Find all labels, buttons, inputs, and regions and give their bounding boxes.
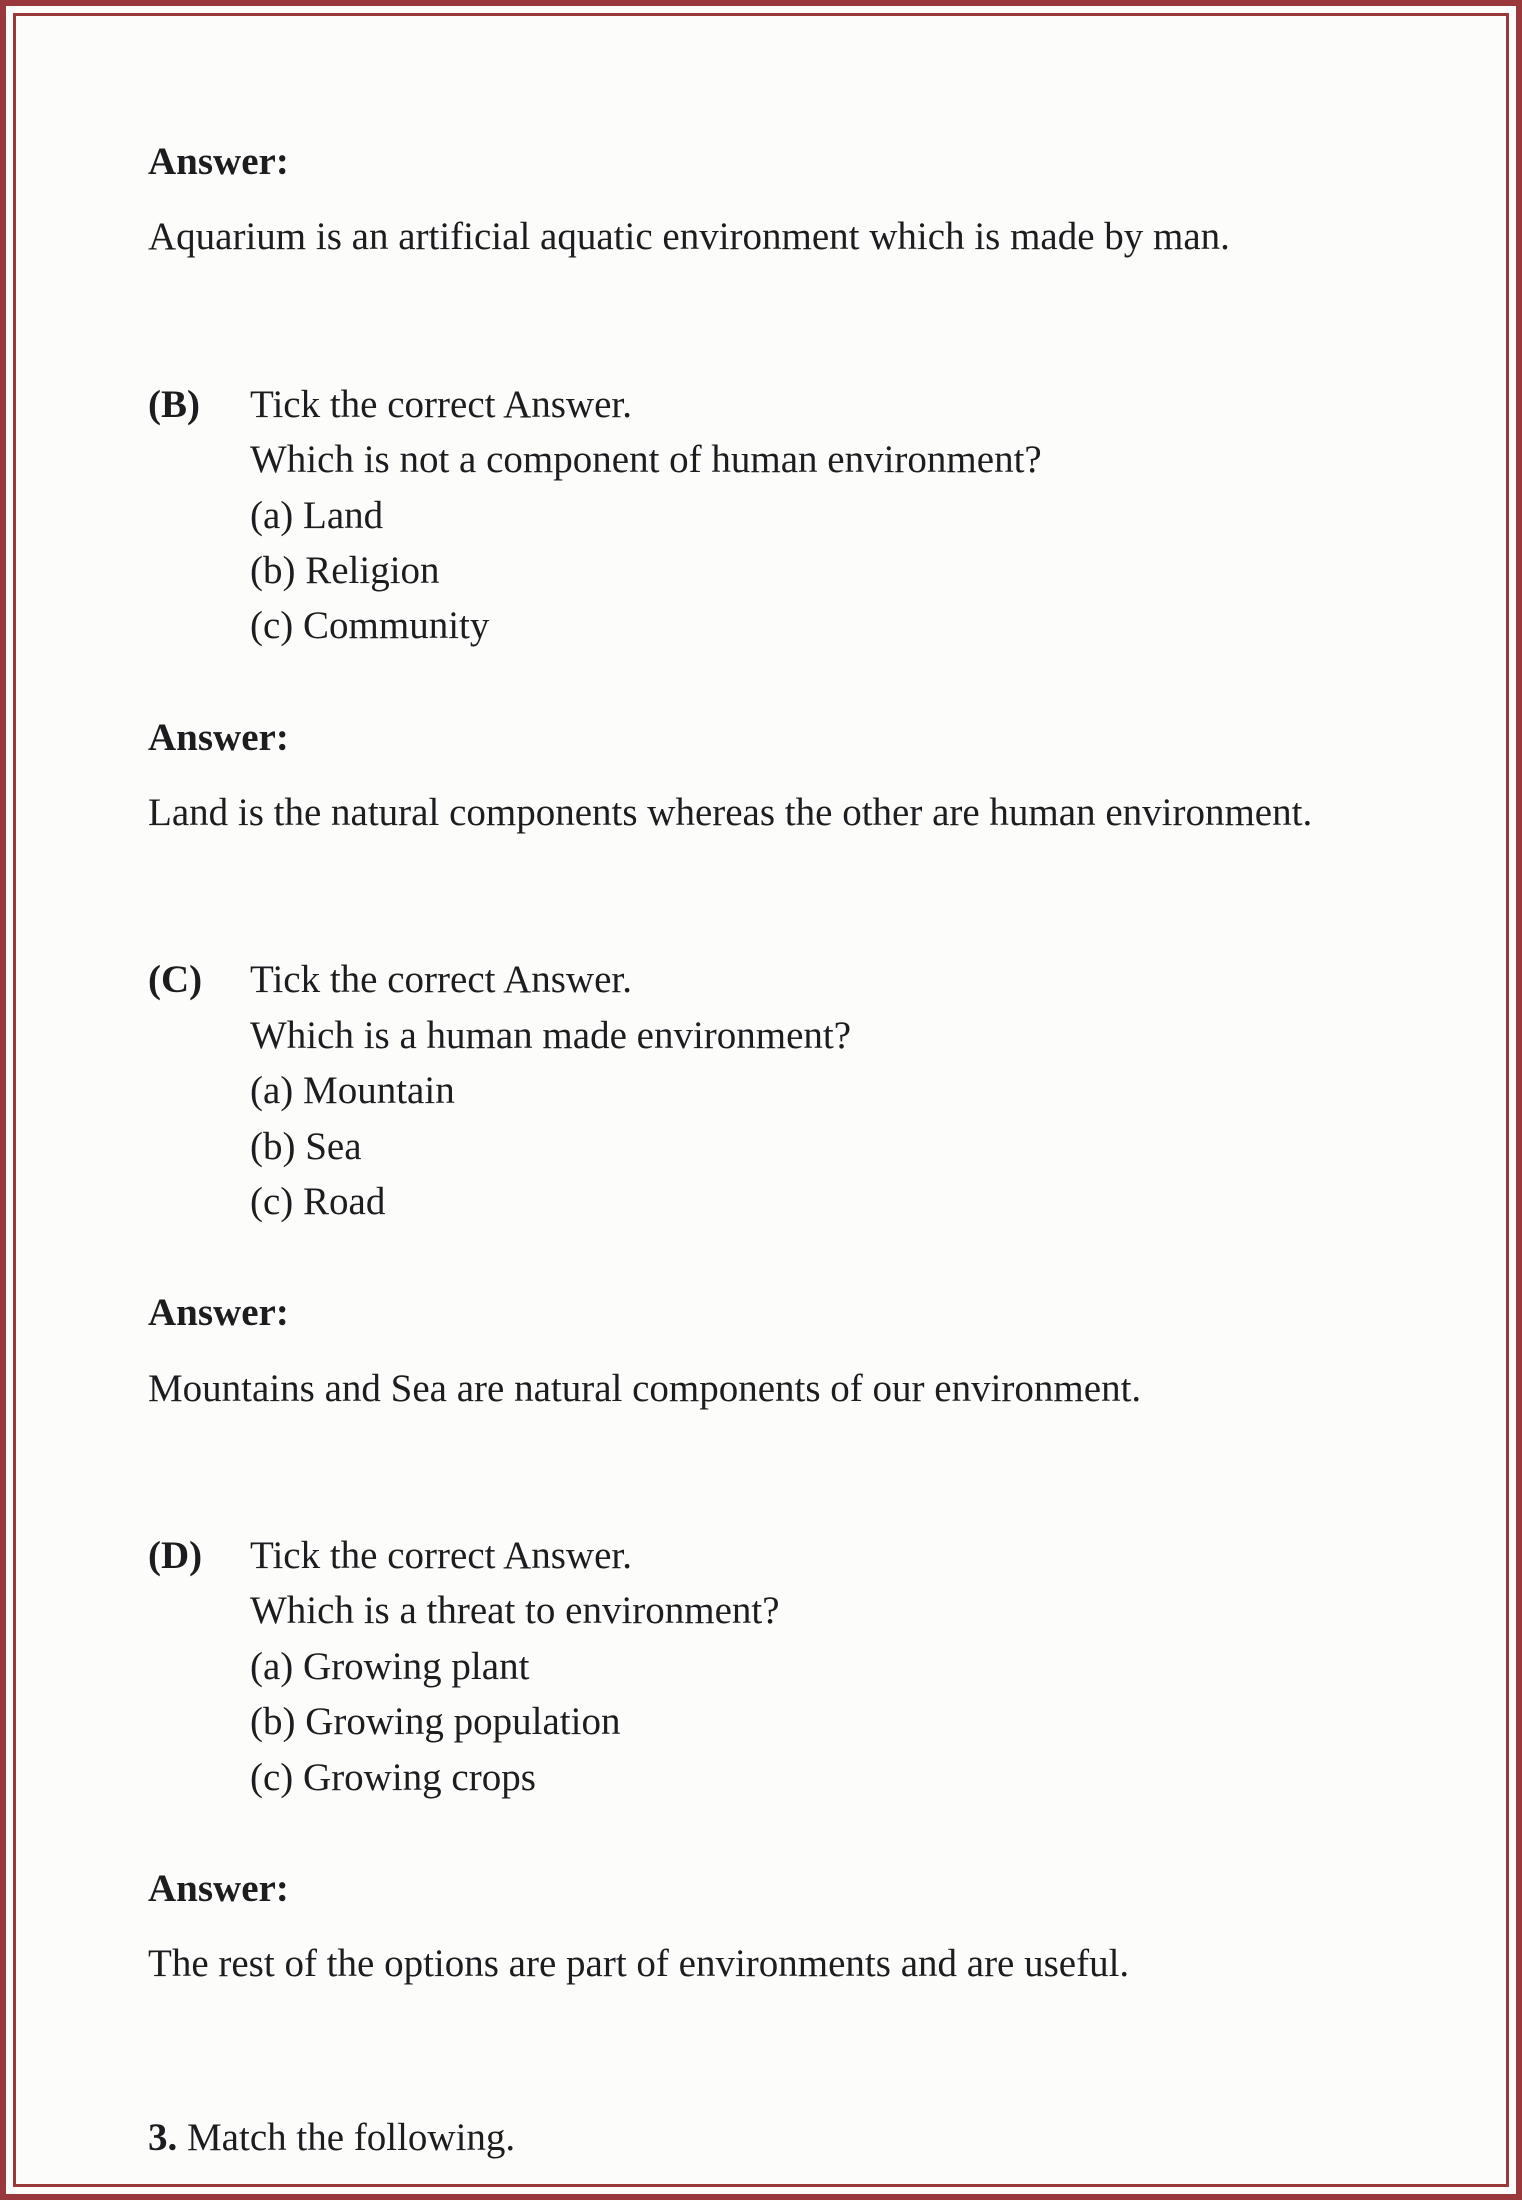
- question-text: Which is not a component of human environment?: [250, 438, 1042, 482]
- answer-text: Aquarium is an artificial aquatic environment which is made by man.: [148, 215, 1230, 259]
- option-item: (c) Road: [250, 1179, 386, 1223]
- option-item: (a) Growing plant: [250, 1644, 530, 1688]
- page-content: [16, 16, 1506, 2165]
- question-content: [250, 377, 1380, 654]
- question-instruction: Tick the correct Answer.: [250, 1534, 632, 1577]
- question-content: [250, 952, 1380, 1229]
- answer-heading: Answer:: [148, 1291, 289, 1335]
- option-item: (b) Religion: [250, 548, 440, 592]
- question-text: Which is a threat to environment?: [250, 1589, 780, 1633]
- answer-text: Land is the natural components whereas the other are human environment.: [148, 791, 1313, 834]
- option-item: (a) Land: [250, 493, 384, 537]
- option-item: (c) Community: [250, 604, 490, 648]
- answer-text: Mountains and Sea are natural components of our environment.: [148, 1366, 1142, 1410]
- option-item: (b) Growing population: [250, 1700, 621, 1744]
- question-instruction: Tick the correct Answer.: [250, 382, 632, 426]
- question-block-d: [148, 1528, 1380, 1805]
- question-label: (C): [148, 958, 203, 1002]
- next-question-text: Match the following.: [177, 2115, 516, 2159]
- question-block-b: [148, 377, 1380, 654]
- option-item: (b) Sea: [250, 1124, 362, 1168]
- next-question-number: 3.: [148, 2115, 178, 2159]
- question-label: (B): [148, 382, 200, 426]
- answer-text: The rest of the options are part of environments and are useful.: [148, 1942, 1130, 1986]
- option-item: (a) Mountain: [250, 1069, 455, 1113]
- page-inner-border: [13, 13, 1509, 2187]
- question-block-c: [148, 952, 1380, 1229]
- answer-heading: Answer:: [148, 1866, 289, 1910]
- question-text: Which is a human made environment?: [250, 1013, 852, 1057]
- question-label: (D): [148, 1534, 203, 1577]
- question-instruction: Tick the correct Answer.: [250, 958, 632, 1002]
- next-question-heading: [148, 2110, 1380, 2165]
- answer-heading: Answer:: [148, 715, 289, 759]
- option-item: (c) Growing crops: [250, 1755, 536, 1799]
- question-content: [250, 1528, 1380, 1805]
- answer-heading: Answer:: [148, 140, 289, 183]
